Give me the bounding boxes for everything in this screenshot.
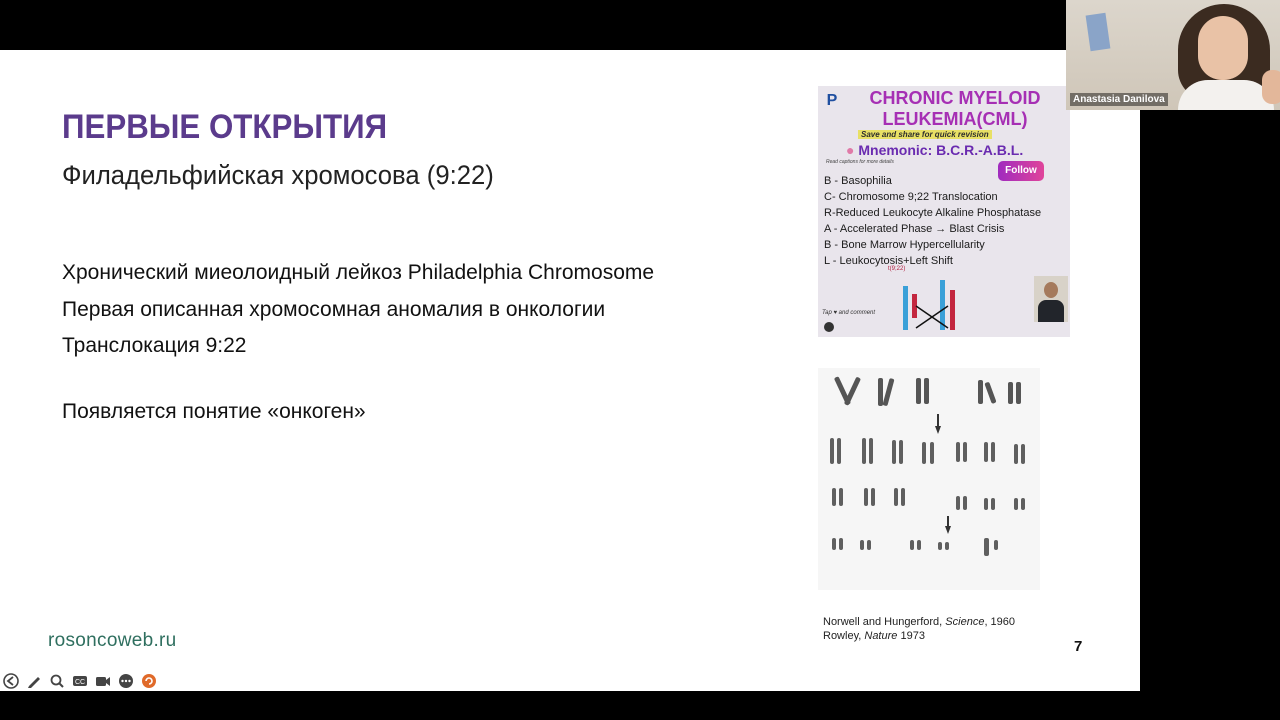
tap-comment-text: Tap ♥ and comment bbox=[822, 310, 876, 316]
slide-title: ПЕРВЫЕ ОТКРЫТИЯ bbox=[62, 108, 388, 146]
infographic-tagline: Save and share for quick revision bbox=[858, 130, 992, 139]
translocation-label: t(9;22) bbox=[888, 266, 906, 272]
bullet-item: Хронический миеолоидный лейкоз Philadelphia Chromosome bbox=[62, 261, 655, 284]
mnemonic-item: R-Reduced Leukocyte Alkaline Phosphatase bbox=[824, 207, 1042, 219]
participant-name: Anastasia Danilova bbox=[1070, 93, 1168, 106]
user-icon bbox=[824, 322, 834, 332]
mnemonic-list bbox=[824, 173, 1041, 269]
mnemonic-item: C- Chromosome 9;22 Translocation bbox=[824, 191, 998, 203]
citation-year: , 1960 bbox=[984, 616, 1016, 628]
citation-journal: Science bbox=[945, 616, 985, 628]
mnemonic-item: B - Bone Marrow Hypercellularity bbox=[824, 239, 985, 251]
citation bbox=[823, 615, 1015, 643]
presentation-slide bbox=[0, 50, 1140, 691]
site-url: rosoncoweb.ru bbox=[48, 630, 177, 651]
oncogene-note: Появляется понятие «онкоген» bbox=[62, 400, 366, 423]
back-arrow-icon[interactable] bbox=[1, 671, 21, 691]
infographic-caption: Read captions for more details bbox=[826, 159, 894, 165]
chromosome-9-bar bbox=[903, 286, 908, 330]
karyotype-image bbox=[818, 368, 1040, 590]
citation-journal: Nature bbox=[864, 630, 898, 642]
mnemonic-item: L - Leukocytosis+Left Shift bbox=[824, 255, 953, 267]
chromosome-row-3 bbox=[832, 488, 1025, 510]
citation-authors: Rowley, bbox=[823, 630, 865, 642]
citation-year: 1973 bbox=[897, 630, 925, 642]
chromosome-row-2 bbox=[830, 438, 1025, 464]
page-number: 7 bbox=[1074, 638, 1083, 655]
philadelphia-chromosome-bar bbox=[950, 290, 955, 330]
mnemonic-item: B - Basophilia bbox=[824, 175, 892, 187]
bullet-item: Транслокация 9:22 bbox=[62, 334, 247, 357]
mnemonic-item: A - Accelerated Phase → Blast Crisis bbox=[824, 223, 1005, 235]
follow-label: Follow bbox=[1005, 165, 1037, 176]
bullet-list bbox=[62, 255, 654, 365]
mnemonic-text: Mnemonic: B.C.R.-A.B.L. bbox=[858, 142, 1024, 158]
citation-authors: Norwell and Hungerford, bbox=[823, 616, 946, 628]
citation-line-2 bbox=[823, 629, 1015, 643]
infographic-title-line: LEUKEMIA(CML) bbox=[882, 109, 1028, 129]
infographic-title-line: CHRONIC MYELOID bbox=[869, 88, 1041, 108]
presenter-toolbar bbox=[0, 671, 159, 691]
more-icon[interactable] bbox=[116, 671, 136, 691]
end-icon[interactable] bbox=[139, 671, 159, 691]
zoom-icon[interactable] bbox=[47, 671, 67, 691]
infographic-title bbox=[842, 88, 1068, 130]
participant-video[interactable] bbox=[1066, 0, 1280, 110]
arrow-markers bbox=[935, 414, 951, 534]
citation-line-1 bbox=[823, 615, 1015, 629]
svg-text:CC: CC bbox=[74, 679, 86, 686]
chromosome-row-1 bbox=[834, 376, 1021, 406]
bullet-item: Первая описанная хромосомная аномалия в онкологии bbox=[62, 297, 606, 321]
translocation-diagram bbox=[888, 272, 978, 334]
chromosome-row-4 bbox=[832, 538, 998, 556]
slide-subtitle: Филадельфийская хромосова (9:22) bbox=[62, 160, 494, 190]
brain-icon: ● bbox=[846, 142, 855, 158]
logo: P bbox=[826, 92, 838, 109]
karyotype-figure bbox=[818, 368, 1040, 590]
camera-icon[interactable] bbox=[93, 671, 113, 691]
cml-infographic bbox=[818, 86, 1070, 337]
author-photo bbox=[1034, 276, 1068, 322]
mnemonic bbox=[846, 142, 1023, 158]
pen-icon[interactable] bbox=[24, 671, 44, 691]
captions-icon[interactable] bbox=[70, 671, 90, 691]
